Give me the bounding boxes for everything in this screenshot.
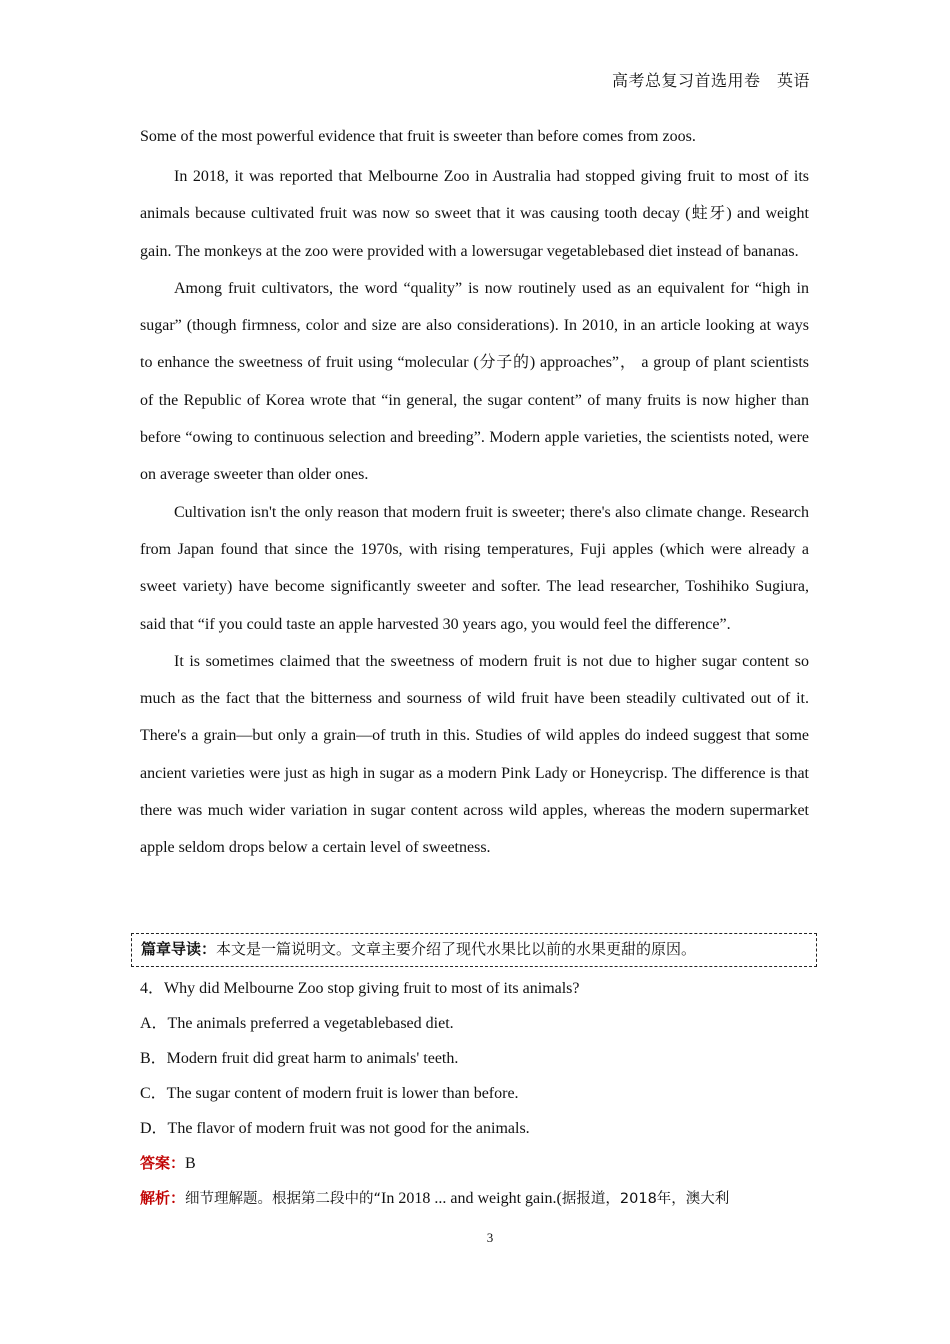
analysis-label: 解析： — [140, 1189, 186, 1207]
analysis-text-cn-2: 据报道，2018年，澳大利 — [561, 1191, 730, 1207]
question-block — [140, 971, 809, 1217]
answer-line — [140, 1146, 809, 1181]
page-number: 3 — [486, 1230, 494, 1245]
guide-label: 篇章导读： — [141, 940, 217, 958]
passage-paragraph-4: It is sometimes claimed that the sweetness of modern fruit is not due to higher sugar content so much as the fact that the bitterness and sourness of wild fruit have been steadily cultivated out of it. There's a grain—but only a grain—of truth in this. Studies of wild apples do indeed suggest that some ancient varieties were just as high in sugar as a modern Pink Lady or Honeycrisp. The difference is that there was much wider variation in sugar content across wild apples, whereas the modern supermarket apple seldom drops below a certain level of sweetness. — [140, 652, 809, 857]
answer-label: 答案： — [140, 1154, 186, 1172]
option-c: C．The sugar content of modern fruit is lower than before. — [140, 1085, 519, 1102]
passage-guide-box — [131, 933, 817, 967]
passage-paragraph-3: Cultivation isn't the only reason that modern fruit is sweeter; there's also climate change. Research from Japan found that since the 1970s, with rising temperatures, Fuji apples (which were already a sweet variety) have become significantly sweeter and softer. The lead researcher, Toshihiko Sugiura, said that “if you could taste an apple harvested 30 years ago, you would feel the difference”. — [140, 503, 809, 633]
analysis-line — [140, 1181, 809, 1217]
passage-paragraph-0: Some of the most powerful evidence that fruit is sweeter than before comes from zoos. — [140, 128, 696, 145]
page-header-title: 高考总复习首选用卷 英语 — [611, 73, 810, 90]
passage — [140, 124, 809, 867]
option-d: D．The flavor of modern fruit was not good for the animals. — [140, 1120, 530, 1137]
passage-paragraph-1: In 2018, it was reported that Melbourne Zoo in Australia had stopped giving fruit to most of its animals because cultivated fruit was now so sweet that it was causing tooth decay (蛀牙) and weight gain. The monkeys at the zoo were provided with a lowersugar vegetablebased diet instead of bananas. — [140, 168, 809, 260]
question-stem: 4．Why did Melbourne Zoo stop giving fruit to most of its animals? — [140, 980, 580, 997]
analysis-text-cn-1: 细节理解题。根据第二段中的“ — [185, 1191, 382, 1207]
answer-value: B — [185, 1155, 196, 1172]
option-b: B．Modern fruit did great harm to animals' teeth. — [140, 1050, 459, 1067]
guide-text: 本文是一篇说明文。文章主要介绍了现代水果比以前的水果更甜的原因。 — [216, 940, 697, 958]
option-a: A．The animals preferred a vegetablebased diet. — [140, 1015, 454, 1032]
passage-paragraph-2: Among fruit cultivators, the word “quality” is now routinely used as an equivalent for “high in sugar” (though firmness, color and size are also considerations). In 2010, in an article looking at ways to enhance the sweetness of fruit using “molecular (分子的) approaches”， a group of plant scientists of the Republic of Korea wrote that “in general, the sugar content” of many fruits is now higher than before “owing to continuous selection and breeding”. Modern apple varieties, the scientists noted, were on average sweeter than older ones. — [140, 279, 809, 484]
analysis-text-en: In 2018 ... and weight gain.( — [381, 1190, 562, 1207]
